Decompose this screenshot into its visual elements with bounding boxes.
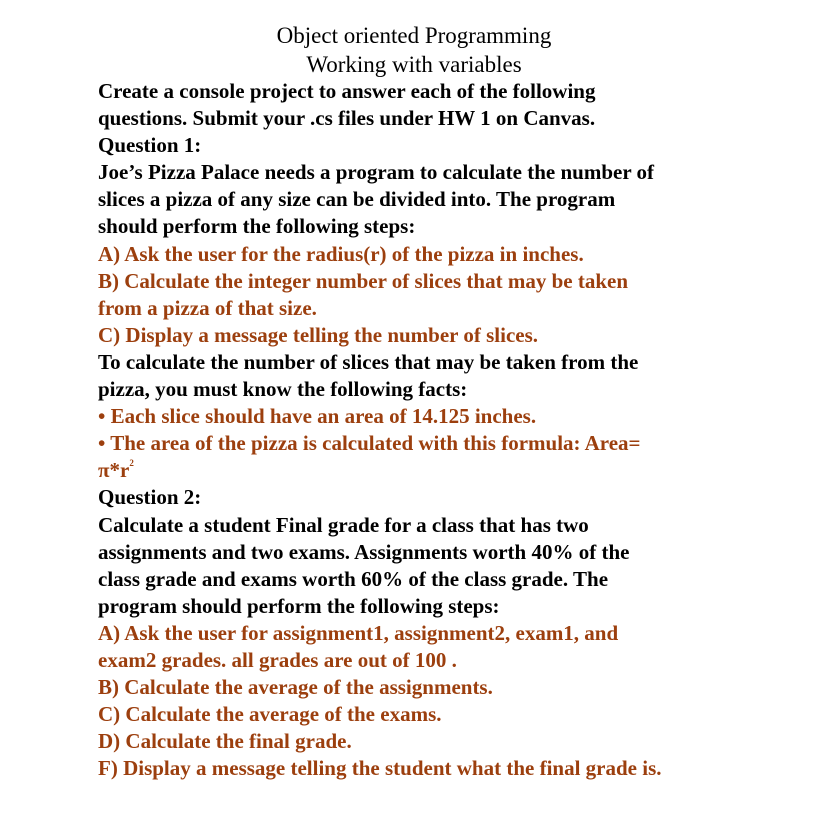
question-1-facts-intro: pizza, you must know the following facts: bbox=[98, 377, 468, 402]
question-2-heading: Question 2: bbox=[98, 485, 202, 510]
document-subtitle: Working with variables bbox=[306, 52, 522, 77]
question-2-description: program should perform the following steps: bbox=[98, 593, 500, 618]
question-1-description: Joe’s Pizza Palace needs a program to calculate the number of bbox=[98, 160, 654, 185]
question-1-fact-bullet: • Each slice should have an area of 14.125 inches. bbox=[98, 404, 537, 429]
intro-line: Create a console project to answer each of the following bbox=[98, 79, 596, 103]
question-1-heading: Question 1: bbox=[98, 133, 202, 158]
question-1-description: slices a pizza of any size can be divided into. The program bbox=[98, 187, 616, 212]
question-2-description: Calculate a student Final grade for a class that has two bbox=[98, 512, 589, 537]
question-1-fact-bullet: • The area of the pizza is calculated with this formula: Area= bbox=[98, 431, 641, 456]
question-2-description: assignments and two exams. Assignments worth 40% of the bbox=[98, 539, 630, 564]
question-2-step-d: D) Calculate the final grade. bbox=[98, 729, 352, 754]
question-1-facts-intro: To calculate the number of slices that may be taken from the bbox=[98, 349, 639, 374]
question-2-description: class grade and exams worth 60% of the class grade. The bbox=[98, 566, 609, 591]
question-1-formula bbox=[98, 457, 798, 484]
question-1-step-b: B) Calculate the integer number of slices that may be taken bbox=[98, 268, 629, 293]
question-2-step-f: F) Display a message telling the student what the final grade is. bbox=[98, 756, 662, 781]
question-2-step-b: B) Calculate the average of the assignments. bbox=[98, 675, 493, 700]
question-2-step-c: C) Calculate the average of the exams. bbox=[98, 702, 442, 727]
question-1-step-b: from a pizza of that size. bbox=[98, 295, 317, 320]
formula-base: π*r bbox=[98, 458, 130, 483]
assignment-body bbox=[98, 78, 798, 782]
intro-line: questions. Submit your .cs files under HW 1 on Canvas. bbox=[98, 106, 596, 131]
formula-exponent: 2 bbox=[129, 458, 134, 469]
question-1-step-c: C) Display a message telling the number of slices. bbox=[98, 322, 539, 347]
question-1-description: should perform the following steps: bbox=[98, 214, 416, 239]
question-2-step-a: A) Ask the user for assignment1, assignment2, exam1, and bbox=[98, 620, 619, 645]
question-2-step-a: exam2 grades. all grades are out of 100 . bbox=[98, 647, 457, 672]
question-1-step-a: A) Ask the user for the radius(r) of the pizza in inches. bbox=[98, 241, 584, 266]
document-title: Object oriented Programming bbox=[276, 23, 552, 48]
